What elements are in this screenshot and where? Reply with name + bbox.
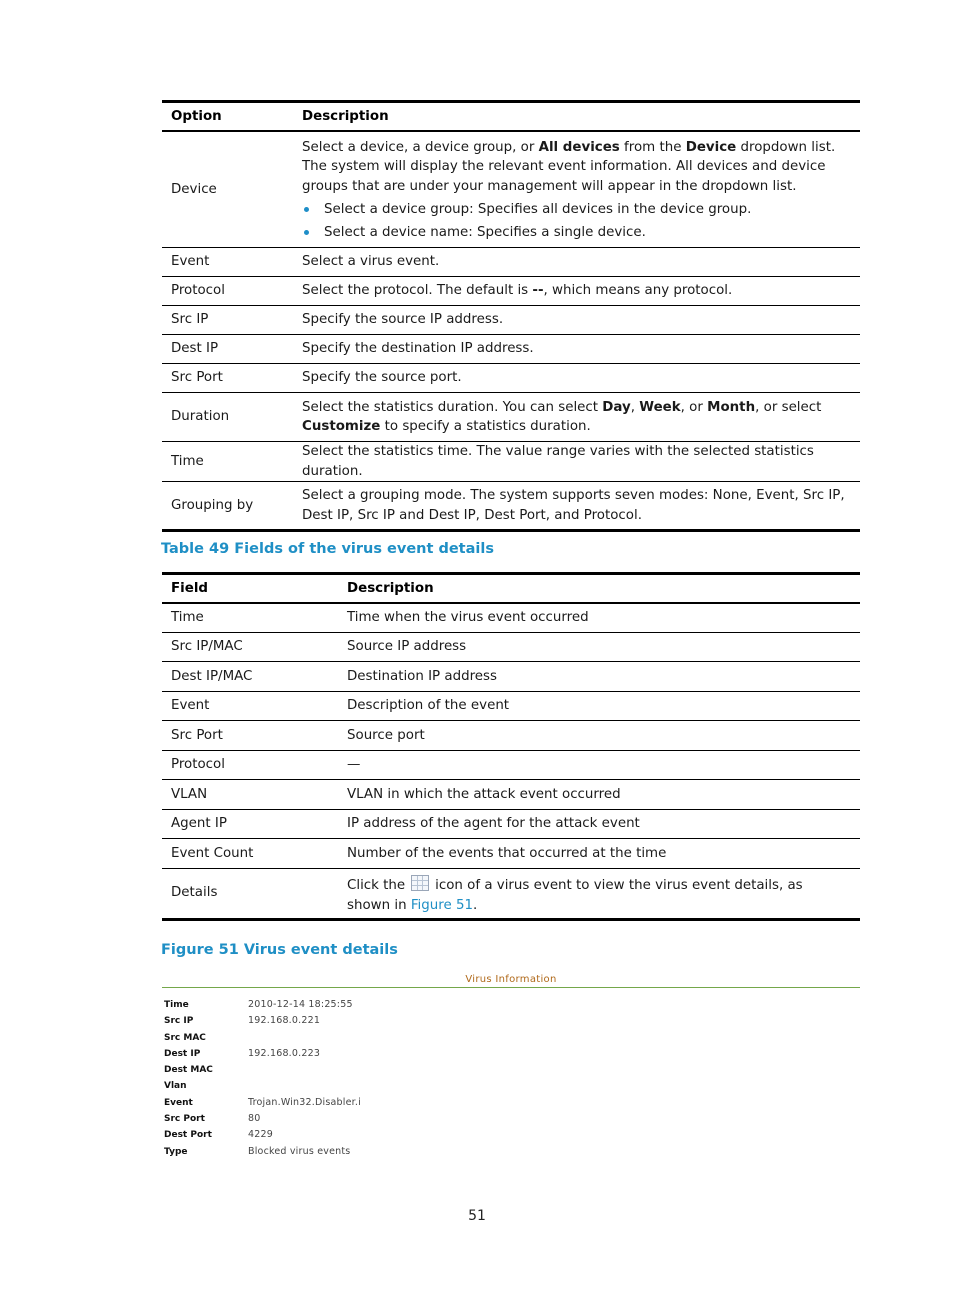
description-cell: Specify the source IP address. [302,312,504,328]
table-row [162,868,860,919]
table-row [162,248,860,277]
grid-details-icon[interactable] [411,875,429,891]
table-row [162,721,860,751]
field-cell: Agent IP [171,816,227,831]
detail-row-dest-ip: Dest IP 192.168.0.223 [164,1047,321,1059]
detail-row-src-ip: Src IP 192.168.0.221 [164,1015,321,1027]
figure-51-link[interactable]: Figure 51 [410,897,474,913]
table-row [162,131,860,248]
table-row [162,691,860,721]
virus-information-panel [162,970,860,1170]
option-cell: Protocol [171,283,225,299]
field-cell: Details [171,885,218,901]
header-field: Field [171,580,208,596]
table-row [162,277,860,306]
table-row [162,839,860,869]
table-row [162,306,860,335]
detail-list [162,997,860,1160]
header-description: Description [347,580,434,596]
description-cell: Time when the virus event occurred [347,609,589,625]
detail-row-src-mac: Src MAC [164,1032,206,1043]
description-cell: — [347,757,361,772]
table-row [162,632,860,662]
detail-row-dest-mac: Dest MAC [164,1065,213,1076]
description-cell: Select a grouping mode. The system supports seven modes: None, Event, Src IP, Dest IP, Src IP and Dest IP, Dest Port, and Protocol. [302,488,845,523]
table-row [162,750,860,780]
detail-row-vlan: Vlan [164,1081,187,1092]
table-row [162,809,860,839]
description-cell: IP address of the agent for the attack event [347,816,640,831]
panel-title: Virus Information [162,970,860,988]
table-row [162,603,860,633]
table-row [162,780,860,810]
description-cell: Select a device, a device group, or All devices from the Device dropdown list. The system will display the relevant event information. All devices and device groups that are under your management will appear in the dropdown list. Select a device group: Specifies all devices in the device group. Select a device name: Specifies a single device. [293,131,860,248]
description-cell: Destination IP address [347,668,497,684]
table-row [162,335,860,364]
field-cell: Src Port [171,727,223,743]
detail-row-src-port: Src Port 80 [164,1113,261,1125]
description-cell: Select the statistics time. The value range varies with the selected statistics duration. [302,444,814,479]
option-cell: Duration [171,409,230,425]
description-cell: Source port [347,727,425,743]
description-cell: Select the statistics duration. You can select Day, Week, or Month, or select Customize to specify a statistics duration. [302,399,822,434]
detail-row-dest-port: Dest Port 4229 [164,1129,273,1141]
description-cell: Select a virus event. [302,254,440,270]
description-cell: Description of the event [347,698,510,713]
table-row [162,393,860,442]
description-cell: Select the protocol. The default is --, which means any protocol. [302,283,733,299]
detail-row-type: Type Blocked virus events [164,1145,351,1157]
field-cell: Src IP/MAC [171,639,243,654]
field-cell: VLAN [171,786,208,802]
detail-row-event: Event Trojan.Win32.Disabler.i [164,1096,361,1108]
option-cell: Time [171,453,204,469]
header-description: Description [302,108,389,124]
description-cell: Click the icon of a virus event to view the virus event details, as shown in Figure 51. [338,868,860,919]
description-cell: Specify the source port. [302,370,462,386]
list-item: Select a device name: Specifies a single device. [302,221,854,244]
description-cell: Specify the destination IP address. [302,341,534,357]
option-cell: Src IP [171,312,209,328]
table-caption: Table 49 Fields of the virus event details [161,541,494,557]
options-table [162,100,860,532]
field-cell: Time [171,609,204,625]
bullet-list [302,198,854,244]
field-cell: Event Count [171,845,254,861]
option-cell: Dest IP [171,341,219,357]
description-cell: Number of the events that occurred at the time [347,845,667,861]
header-option: Option [171,108,222,124]
table-row [162,662,860,692]
option-cell: Grouping by [171,497,254,513]
description-cell: Source IP address [347,639,467,654]
option-cell: Src Port [171,370,223,386]
table-row [162,442,860,482]
table-row [162,364,860,393]
page-number: 51 [468,1208,486,1224]
option-cell: Device [171,181,217,197]
list-item: Select a device group: Specifies all devices in the device group. [302,198,854,221]
field-cell: Event [171,698,210,713]
fields-table [162,572,860,921]
field-cell: Dest IP/MAC [171,668,253,684]
description-cell: VLAN in which the attack event occurred [347,786,621,802]
detail-row-time: Time 2010-12-14 18:25:55 [164,999,353,1010]
table-row [162,482,860,531]
field-cell: Protocol [171,757,225,772]
option-cell: Event [171,254,210,270]
figure-caption: Figure 51 Virus event details [161,942,398,958]
